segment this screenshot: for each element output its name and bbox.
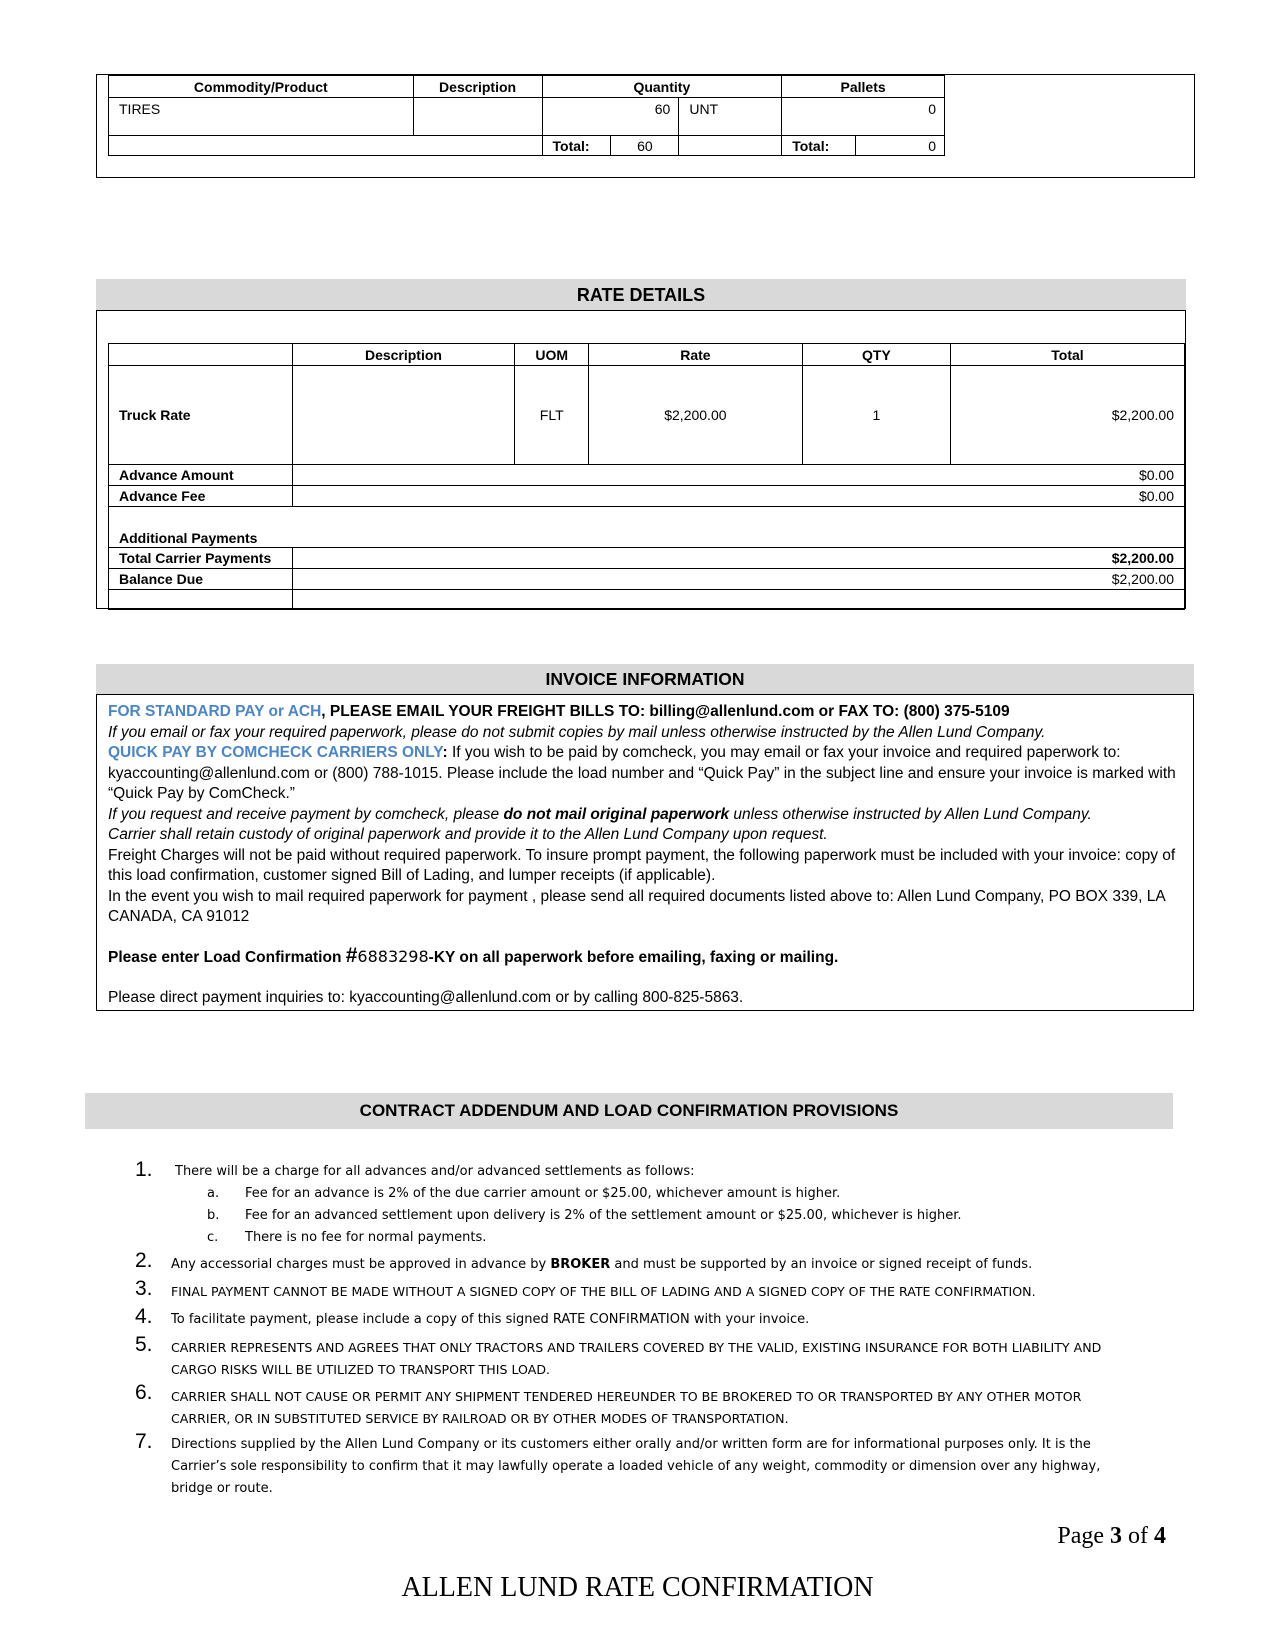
provision-text: FINAL PAYMENT CANNOT BE MADE WITHOUT A SIGNED COPY OF THE BILL OF LADING AND A SIGNED COPY OF THE RATE CONFIRMATION. (171, 1284, 1036, 1299)
provision-text: Carrier’s sole responsibility to confirm that it may lawfully operate a loaded vehicle of any weight, commodity or dimension over any highway, (171, 1459, 1101, 1474)
custody-note: Carrier shall retain custody of original paperwork and provide it to the Allen Lund Company upon request. (108, 826, 828, 843)
balance-due-value: $2,200.00 (292, 569, 1184, 590)
commodity-description (413, 98, 542, 136)
rate-description-header: Description (292, 344, 515, 366)
pallets-total: 0 (856, 136, 945, 156)
provision-number: 3. (135, 1277, 153, 1300)
provision-text: To facilitate payment, please include a copy of this signed RATE CONFIRMATION with your invoice. (171, 1312, 810, 1327)
sub-provision-letter: b. (207, 1208, 220, 1223)
payment-inquiries-note: Please direct payment inquiries to: kyaccounting@allenlund.com or by calling 800-825-5863. (108, 989, 744, 1006)
provision-text: CARRIER, OR IN SUBSTITUTED SERVICE BY RAILROAD OR BY OTHER MODES OF TRANSPORTATION. (171, 1411, 789, 1426)
rate-details-title: RATE DETAILS (96, 279, 1186, 311)
provision-text: Directions supplied by the Allen Lund Company or its customers either orally and/or written form are for informational purposes only. It is the (171, 1437, 1091, 1452)
no-copies-note: If you email or fax your required paperwork, please do not submit copies by mail unless otherwise instructed by the Allen Lund Company. (108, 723, 1046, 741)
provision-text: Any accessorial charges must be approved in advance by BROKER and must be supported by an invoice or signed receipt of funds. (171, 1257, 1033, 1272)
commodity-quantity: 60 (542, 98, 679, 136)
commodity-table (108, 75, 945, 156)
commodity-pallets: 0 (782, 98, 945, 136)
commodity-product: TIRES (109, 98, 414, 136)
load-number: 6883298 (357, 946, 429, 966)
qty-header: QTY (802, 344, 950, 366)
standard-pay-line (108, 702, 1193, 723)
truck-rate-qty: 1 (802, 366, 950, 465)
commodity-header: Commodity/Product (109, 76, 414, 98)
description-header: Description (413, 76, 542, 98)
rate-table (108, 343, 1185, 610)
quantity-header: Quantity (542, 76, 782, 98)
truck-rate-label: Truck Rate (109, 366, 293, 465)
quick-pay-paragraph: QUICK PAY BY COMCHECK CARRIERS ONLY: If you wish to be paid by comcheck, you may email or fax your invoice and required paperwork to: kyaccounting@allenlund.com or (800) 788-1015. Please include the load number and “Quick Pay” in the subject line and ensure your invoice is marked with “Quick Pay by ComCheck.” (108, 744, 1176, 802)
balance-due-label: Balance Due (109, 569, 293, 590)
provision-number: 5. (135, 1333, 153, 1356)
provision-number: 6. (135, 1381, 153, 1404)
truck-rate-rate: $2,200.00 (589, 366, 803, 465)
standard-pay-label: FOR STANDARD PAY or ACH (108, 703, 322, 720)
mail-address-paragraph: In the event you wish to mail required paperwork for payment , please send all required documents listed above to: Allen Lund Company, PO BOX 339, LA CANADA, CA 91012 (108, 887, 1165, 925)
quantity-total: 60 (611, 136, 679, 156)
truck-rate-uom: FLT (515, 366, 589, 465)
truck-rate-total: $2,200.00 (951, 366, 1185, 465)
sub-provision-letter: a. (207, 1186, 220, 1201)
provision-number: 2. (135, 1249, 153, 1272)
total-header: Total (951, 344, 1185, 366)
sub-provision-text: Fee for an advance is 2% of the due carrier amount or $25.00, whichever amount is higher. (245, 1186, 841, 1201)
load-confirmation-note: Please enter Load Confirmation #6883298-KY on all paperwork before emailing, faxing or mailing. (108, 943, 839, 967)
provisions-title: CONTRACT ADDENDUM AND LOAD CONFIRMATION PROVISIONS (85, 1093, 1173, 1129)
sub-provision-text: There is no fee for normal payments. (245, 1230, 487, 1245)
rate-header: Rate (589, 344, 803, 366)
quick-pay-label: QUICK PAY BY COMCHECK CARRIERS ONLY (108, 744, 443, 761)
total-carrier-payments-value: $2,200.00 (292, 548, 1184, 569)
pallets-total-label: Total: (782, 136, 856, 156)
pallets-header: Pallets (782, 76, 945, 98)
provision-text: There will be a charge for all advances and/or advanced settlements as follows: (175, 1164, 695, 1179)
quick-pay-text: If you wish to be paid by comcheck, you may email or fax your invoice and required paperwork to: kyaccounting@allenlund.com or (800) 788-1015. Please include the load number and “Quick Pay” in the subject line and ensure your invoice is marked with “Quick Pay by ComCheck.” (108, 744, 1176, 802)
invoice-title: INVOICE INFORMATION (96, 664, 1194, 695)
total-carrier-payments-label: Total Carrier Payments (109, 548, 293, 569)
document-title: ALLEN LUND RATE CONFIRMATION (401, 1572, 874, 1603)
provision-text: CARRIER REPRESENTS AND AGREES THAT ONLY TRACTORS AND TRAILERS COVERED BY THE VALID, EXISTING INSURANCE FOR BOTH LIABILITY AND (171, 1340, 1102, 1355)
provision-number: 4. (135, 1305, 153, 1328)
provision-text: bridge or route. (171, 1481, 273, 1496)
truck-rate-description (292, 366, 515, 465)
advance-fee-value: $0.00 (292, 486, 1184, 507)
advance-amount-label: Advance Amount (109, 465, 293, 486)
provision-text: CARRIER SHALL NOT CAUSE OR PERMIT ANY SHIPMENT TENDERED HEREUNDER TO BE BROKERED TO OR TRANSPORTED BY ANY OTHER MOTOR (171, 1389, 1082, 1404)
freight-charges-paragraph: Freight Charges will not be paid without required paperwork. To insure prompt payment, the following paperwork must be included with your invoice: copy of this load confirmation, customer signed Bill of Lading, and lumper receipts (if applicable). (108, 846, 1176, 884)
comcheck-note: If you request and receive payment by comcheck, please do not mail original paperwork unless otherwise instructed by Allen Lund Company. (108, 805, 1092, 823)
standard-pay-text: , PLEASE EMAIL YOUR FREIGHT BILLS TO: billing@allenlund.com or FAX TO: (800) 375-5109 (321, 703, 1010, 720)
quantity-total-label: Total: (542, 136, 611, 156)
additional-payments-label: Additional Payments (109, 507, 1185, 548)
advance-amount-value: $0.00 (292, 465, 1184, 486)
provision-number: 7. (135, 1430, 153, 1453)
uom-header: UOM (515, 344, 589, 366)
sub-provision-letter: c. (207, 1230, 219, 1245)
provision-text: CARGO RISKS WILL BE UTILIZED TO TRANSPORT THIS LOAD. (171, 1362, 551, 1377)
invoice-body (108, 702, 1193, 1009)
advance-fee-label: Advance Fee (109, 486, 293, 507)
page-number: Page 3 of 4 (1057, 1523, 1166, 1549)
commodity-unit: UNT (679, 98, 782, 136)
provision-number: 1. (135, 1158, 153, 1181)
sub-provision-text: Fee for an advanced settlement upon delivery is 2% of the settlement amount or $25.00, whichever is higher. (245, 1208, 962, 1223)
